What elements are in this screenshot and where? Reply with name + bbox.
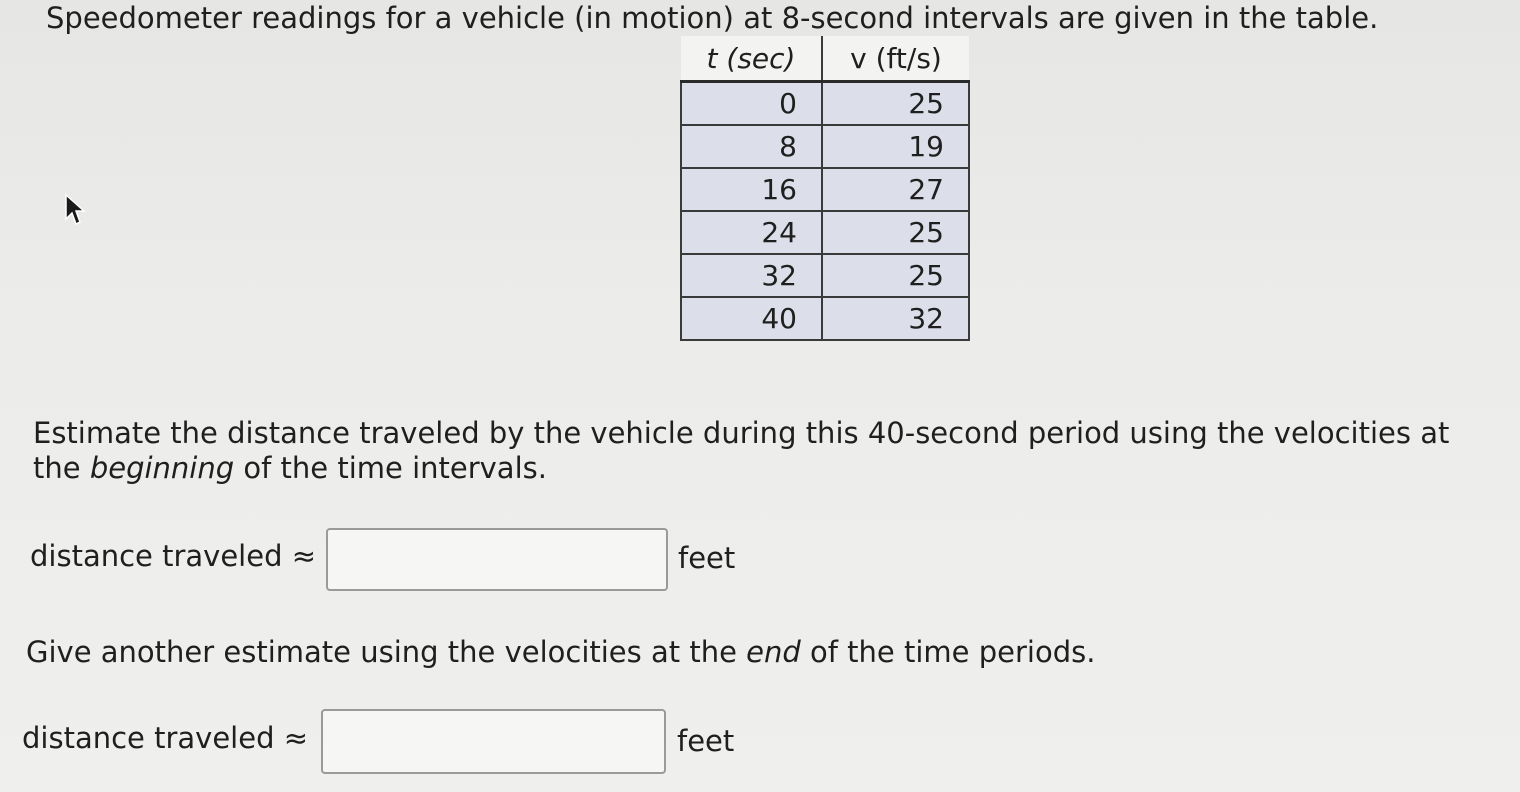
time-cell: 40	[681, 297, 822, 340]
time-cell: 8	[681, 125, 822, 168]
emphasis-beginning: beginning	[89, 451, 235, 485]
table-header-row	[681, 36, 969, 82]
question-end-velocities: Give another estimate using the velocities at the end of the time periods.	[26, 635, 1096, 669]
velocity-cell: 25	[822, 254, 969, 297]
time-cell: 24	[681, 211, 822, 254]
table-row	[681, 125, 969, 168]
table-row	[681, 211, 969, 254]
table-row	[681, 297, 969, 340]
problem-intro: Speedometer readings for a vehicle (in motion) at 8-second intervals are given in the table.	[46, 1, 1379, 35]
mouse-cursor-icon	[64, 193, 90, 227]
velocity-column-header: v (ft/s)	[822, 36, 969, 82]
velocity-cell: 27	[822, 168, 969, 211]
velocity-cell: 25	[822, 211, 969, 254]
answer2-label: distance traveled ≈	[22, 721, 308, 755]
time-cell: 16	[681, 168, 822, 211]
table-row	[681, 254, 969, 297]
table-row	[681, 168, 969, 211]
time-cell: 0	[681, 82, 822, 126]
distance-answer-input-1[interactable]	[326, 528, 668, 591]
time-cell: 32	[681, 254, 822, 297]
velocity-table	[680, 36, 970, 341]
velocity-cell: 25	[822, 82, 969, 126]
answer1-unit: feet	[678, 541, 736, 575]
distance-answer-input-2[interactable]	[321, 709, 666, 774]
answer1-label: distance traveled ≈	[30, 539, 316, 573]
velocity-cell: 19	[822, 125, 969, 168]
time-column-header: t (sec)	[681, 36, 822, 82]
question-beginning-velocities: Estimate the distance traveled by the vehicle during this 40-second period using the velocities at the beginning of the time intervals.	[33, 416, 1450, 485]
answer2-unit: feet	[677, 724, 735, 758]
velocity-cell: 32	[822, 297, 969, 340]
table-row	[681, 82, 969, 126]
emphasis-end: end	[746, 635, 801, 669]
